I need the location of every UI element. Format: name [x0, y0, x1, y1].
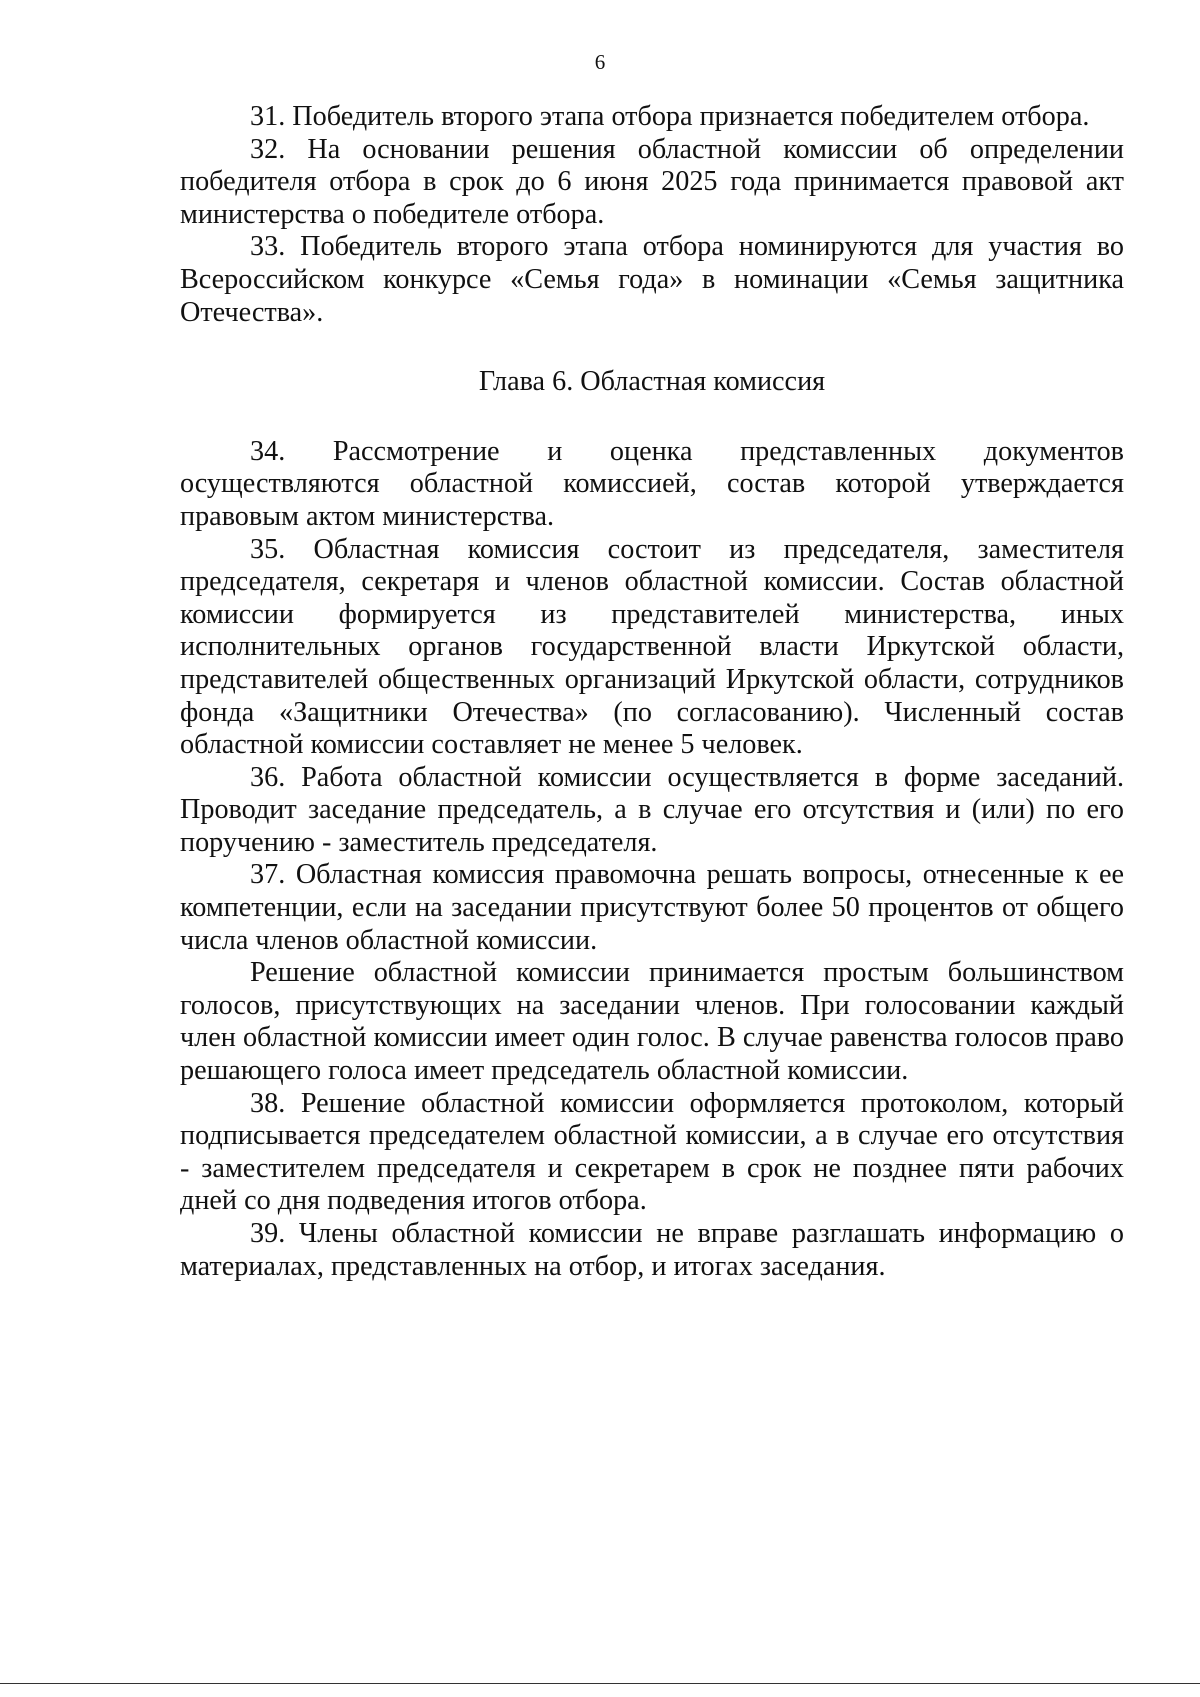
document-body: [180, 101, 1124, 1283]
chapter-title: Глава 6. Областная комиссия: [478, 366, 826, 398]
paragraph-33: 33. Победитель второго этапа отбора номинируются для участия во Всероссийском конкурсе «Семья года» в номинации «Семья защитника Отечества».: [180, 231, 1124, 328]
page-bottom-rule: [0, 1683, 1200, 1684]
paragraph-37-decision: Решение областной комиссии принимается простым большинством голосов, присутствующих на заседании членов. При голосовании каждый член областной комиссии имеет один голос. В случае равенства голосов право решающего голоса имеет председатель областной комиссии.: [180, 957, 1124, 1087]
paragraph-39: 39. Члены областной комиссии не вправе разглашать информацию о материалах, представленных на отбор, и итогах заседания.: [180, 1218, 1124, 1282]
paragraph-31: 31. Победитель второго этапа отбора признается победителем отбора.: [250, 101, 1090, 132]
paragraph-38: 38. Решение областной комиссии оформляется протоколом, который подписывается председателем областной комиссии, а в случае его отсутствия - заместителем председателя и секретарем в срок не позднее пяти рабочих дней со дня подведения итогов отбора.: [180, 1087, 1124, 1217]
paragraph-32: 32. На основании решения областной комиссии об определении победителя отбора в срок до 6 июня 2025 года принимается правовой акт министерства о победителе отбора.: [180, 133, 1124, 230]
paragraph-37: 37. Областная комиссия правомочна решать вопросы, отнесенные к ее компетенции, если на заседании присутствуют более 50 процентов от общего числа членов областной комиссии.: [180, 859, 1124, 956]
page-number: 6: [594, 50, 606, 74]
paragraph-35: 35. Областная комиссия состоит из председателя, заместителя председателя, секретаря и членов областной комиссии. Состав областной комиссии формируется из представителей министерства, иных исполнительных органов государственной власти Иркутской области, представителей общественных организаций Иркутской области, сотрудников фонда «Защитники Отечества» (по согласованию). Численный состав областной комиссии составляет не менее 5 человек.: [180, 533, 1124, 761]
paragraph-34: 34. Рассмотрение и оценка представленных документов осуществляются областной комиссией, состав которой утверждается правовым актом министерства.: [180, 435, 1124, 532]
paragraph-36: 36. Работа областной комиссии осуществляется в форме заседаний. Проводит заседание председатель, а в случае его отсутствия и (или) по его поручению - заместитель председателя.: [180, 761, 1124, 858]
